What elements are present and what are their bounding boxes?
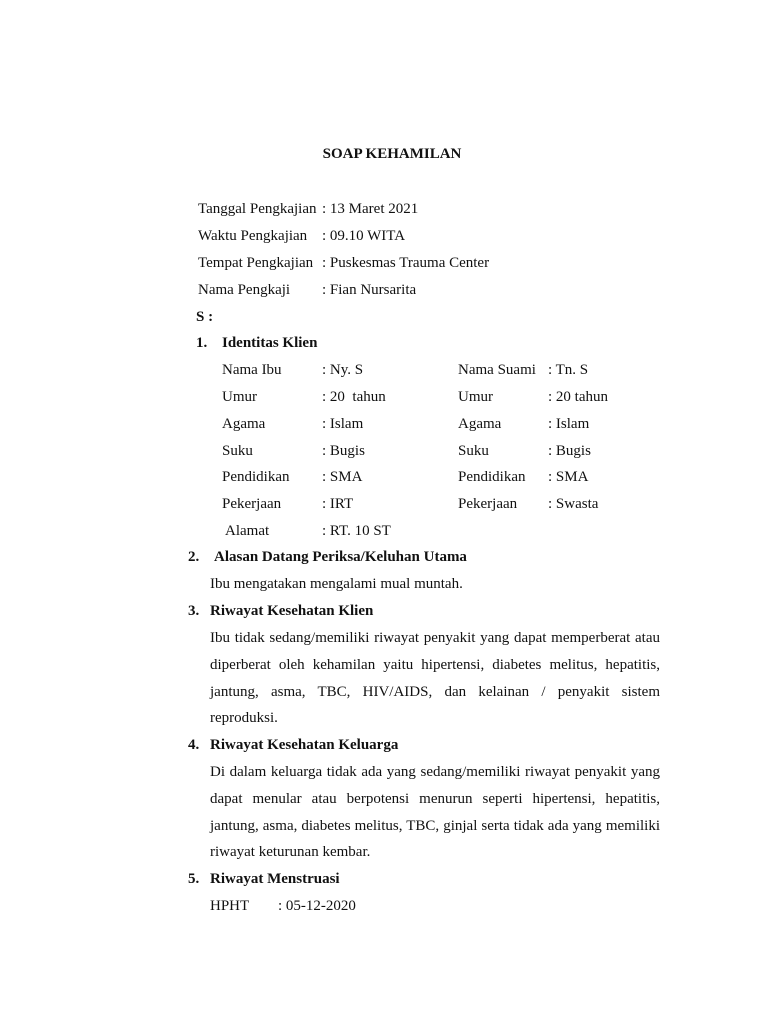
paragraph-line: jantung, asma, TBC, HIV/AIDS, dan kelainan / penyakit sistem (210, 684, 660, 700)
paragraph-line: jantung, asma, diabetes melitus, TBC, ginjal serta tidak ada yang memiliki (210, 818, 660, 834)
field-value: : Bugis (548, 443, 591, 459)
paragraph-line: Di dalam keluarga tidak ada yang sedang/memiliki riwayat penyakit yang (210, 764, 660, 780)
section-number: 3. (188, 603, 200, 619)
meta-label-tempat: Tempat Pengkajian (198, 255, 314, 271)
subjective-label: S : (196, 309, 214, 325)
section-number: 5. (188, 871, 200, 887)
paragraph-line: riwayat keturunan kembar. (210, 844, 371, 860)
field-label: Agama (222, 416, 266, 432)
field-label: Pendidikan (458, 469, 526, 485)
section-heading-keluhan: Alasan Datang Periksa/Keluhan Utama (214, 549, 467, 565)
meta-label-pengkaji: Nama Pengkaji (198, 282, 291, 298)
field-value-hpht: : 05-12-2020 (278, 898, 356, 914)
field-label: Pekerjaan (458, 496, 518, 512)
meta-value-tanggal: : 13 Maret 2021 (322, 201, 419, 217)
field-value: : Tn. S (548, 362, 589, 378)
field-label: Suku (458, 443, 489, 459)
field-value: : SMA (548, 469, 589, 485)
field-label-hpht: HPHT (210, 898, 250, 914)
field-label: Umur (222, 389, 257, 405)
field-value: : Ny. S (322, 362, 364, 378)
field-label-alamat: Alamat (225, 523, 270, 539)
section-heading-riwayat-klien: Riwayat Kesehatan Klien (210, 603, 374, 619)
field-value: : Bugis (322, 443, 365, 459)
field-label: Pekerjaan (222, 496, 282, 512)
section-number: 1. (196, 335, 208, 351)
field-value: : 20 tahun (322, 389, 386, 405)
paragraph-line: Ibu mengatakan mengalami mual muntah. (210, 576, 463, 592)
section-heading-identitas: Identitas Klien (222, 335, 318, 351)
field-label: Pendidikan (222, 469, 290, 485)
meta-label-waktu: Waktu Pengkajian (198, 228, 308, 244)
field-label: Agama (458, 416, 502, 432)
field-label: Nama Suami (458, 362, 536, 378)
paragraph-line: Ibu tidak sedang/memiliki riwayat penyakit yang dapat memperberat atau (210, 630, 660, 646)
section-heading-menstruasi: Riwayat Menstruasi (210, 871, 340, 887)
field-value: : 20 tahun (548, 389, 608, 405)
paragraph-line: dapat menular atau berpotensi menurun seperti hipertensi, hepatitis, (210, 791, 660, 807)
field-value: : Islam (322, 416, 364, 432)
field-value: : SMA (322, 469, 363, 485)
section-number: 4. (188, 737, 200, 753)
field-label: Umur (458, 389, 493, 405)
field-value: : Swasta (548, 496, 599, 512)
section-number: 2. (188, 549, 200, 565)
field-label: Nama Ibu (222, 362, 282, 378)
field-value: : Islam (548, 416, 590, 432)
paragraph-line: diperberat oleh kehamilan yaitu hipertensi, diabetes melitus, hepatitis, (210, 657, 660, 673)
meta-value-tempat: : Puskesmas Trauma Center (322, 255, 490, 271)
meta-value-waktu: : 09.10 WITA (322, 228, 406, 244)
field-value: : IRT (322, 496, 354, 512)
section-heading-riwayat-keluarga: Riwayat Kesehatan Keluarga (210, 737, 399, 753)
field-value-alamat: : RT. 10 ST (322, 523, 391, 539)
page-title: SOAP KEHAMILAN (322, 146, 462, 162)
meta-label-tanggal: Tanggal Pengkajian (198, 201, 317, 217)
field-label: Suku (222, 443, 253, 459)
paragraph-line: reproduksi. (210, 710, 278, 726)
meta-value-pengkaji: : Fian Nursarita (322, 282, 417, 298)
